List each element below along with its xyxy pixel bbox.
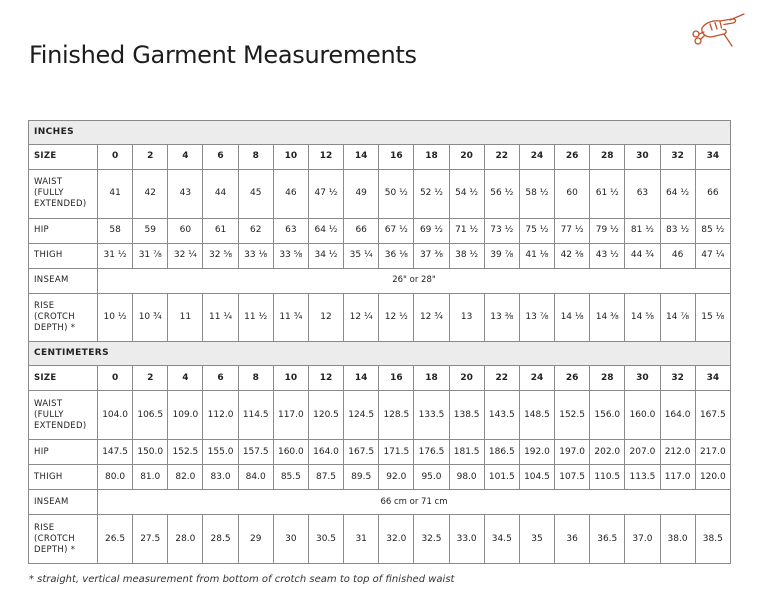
measurement-cell: 114.5 — [238, 391, 273, 440]
measurement-cell: 164.0 — [308, 440, 343, 465]
measurement-cell: 60 — [555, 169, 590, 218]
measurement-cell: 14 ⅞ — [660, 293, 695, 342]
row-label-line: THIGH — [34, 471, 63, 482]
size-cell: 20 — [449, 366, 484, 391]
size-row — [29, 366, 731, 391]
size-cell: 6 — [203, 144, 238, 169]
row-label-line: WAIST — [34, 398, 63, 409]
measurement-cell: 147.5 — [98, 440, 133, 465]
measurement-cell: 46 — [273, 169, 308, 218]
measurement-row — [29, 293, 731, 342]
measurement-cell: 164.0 — [660, 391, 695, 440]
row-label-line: INSEAM — [34, 275, 69, 286]
measurement-cell: 46 — [660, 243, 695, 268]
measurement-cell: 124.5 — [344, 391, 379, 440]
measurement-cell: 104.5 — [519, 465, 554, 490]
row-label-line: EXTENDED) — [34, 420, 87, 431]
measurement-row — [29, 440, 731, 465]
size-cell: 24 — [519, 144, 554, 169]
size-label: SIZE — [29, 366, 98, 391]
footnote: * straight, vertical measurement from bottom of crotch seam to top of finished waist — [29, 574, 455, 585]
measurement-cell: 64 ½ — [308, 218, 343, 243]
measurement-cell: 38.0 — [660, 515, 695, 564]
measurement-cell: 42 — [133, 169, 168, 218]
measurement-cell: 73 ½ — [484, 218, 519, 243]
size-cell: 8 — [238, 366, 273, 391]
measurement-cell: 133.5 — [414, 391, 449, 440]
measurement-cell: 143.5 — [484, 391, 519, 440]
measurement-cell: 60 — [168, 218, 203, 243]
measurement-cell: 101.5 — [484, 465, 519, 490]
size-cell: 12 — [308, 144, 343, 169]
measurement-cell: 152.5 — [555, 391, 590, 440]
measurement-cell: 85 ½ — [695, 218, 730, 243]
measurement-cell: 43 — [168, 169, 203, 218]
measurement-row — [29, 465, 731, 490]
measurement-cell: 167.5 — [695, 391, 730, 440]
measurement-cell: 47 ¼ — [695, 243, 730, 268]
measurement-cell: 32.5 — [414, 515, 449, 564]
size-cell: 6 — [203, 366, 238, 391]
measurement-cell: 58 — [98, 218, 133, 243]
measurement-cell: 11 — [168, 293, 203, 342]
row-label-line: INSEAM — [34, 496, 69, 507]
size-cell: 2 — [133, 144, 168, 169]
measurement-cell: 138.5 — [449, 391, 484, 440]
measurement-cell: 61 — [203, 218, 238, 243]
measurement-cell: 157.5 — [238, 440, 273, 465]
row-label-line: EXTENDED) — [34, 199, 87, 210]
size-cell: 26 — [555, 366, 590, 391]
measurement-cell: 59 — [133, 218, 168, 243]
section-heading-row — [29, 342, 731, 366]
measurement-row — [29, 490, 731, 515]
measurement-cell: 160.0 — [625, 391, 660, 440]
measurement-cell: 83 ½ — [660, 218, 695, 243]
size-cell: 24 — [519, 366, 554, 391]
measurement-cell: 28.5 — [203, 515, 238, 564]
measurement-cell: 207.0 — [625, 440, 660, 465]
measurement-cell: 47 ½ — [308, 169, 343, 218]
measurement-cell: 31 — [344, 515, 379, 564]
measurement-cell: 160.0 — [273, 440, 308, 465]
measurement-cell: 10 ¾ — [133, 293, 168, 342]
measurement-row — [29, 218, 731, 243]
measurement-cell: 33.0 — [449, 515, 484, 564]
measurement-cell: 32 ⅝ — [203, 243, 238, 268]
measurement-cell: 80.0 — [98, 465, 133, 490]
measurement-cell: 44 — [203, 169, 238, 218]
measurement-cell: 34 ½ — [308, 243, 343, 268]
row-label-line: HIP — [34, 446, 49, 457]
measurement-cell: 11 ¾ — [273, 293, 308, 342]
row-label — [29, 268, 98, 293]
row-label-line: THIGH — [34, 250, 63, 261]
measurement-row — [29, 243, 731, 268]
measurement-cell: 34.5 — [484, 515, 519, 564]
measurement-cell: 82.0 — [168, 465, 203, 490]
hand-holding-scissors-icon — [688, 10, 748, 50]
measurement-cell: 109.0 — [168, 391, 203, 440]
measurement-cell: 30.5 — [308, 515, 343, 564]
measurement-cell: 54 ½ — [449, 169, 484, 218]
size-cell: 22 — [484, 366, 519, 391]
measurement-cell: 37 ⅜ — [414, 243, 449, 268]
measurement-cell: 31 ⅞ — [133, 243, 168, 268]
measurement-cell: 11 ½ — [238, 293, 273, 342]
measurement-row — [29, 391, 731, 440]
measurement-cell: 155.0 — [203, 440, 238, 465]
measurement-cell: 38 ½ — [449, 243, 484, 268]
page-title: Finished Garment Measurements — [29, 41, 417, 69]
size-cell: 14 — [344, 366, 379, 391]
measurement-cell: 75 ½ — [519, 218, 554, 243]
measurement-cell: 192.0 — [519, 440, 554, 465]
measurement-cell: 12 ¼ — [344, 293, 379, 342]
row-label-line: (FULLY — [34, 409, 64, 420]
measurement-cell: 128.5 — [379, 391, 414, 440]
measurement-cell: 62 — [238, 218, 273, 243]
size-cell: 2 — [133, 366, 168, 391]
measurement-cell: 113.5 — [625, 465, 660, 490]
measurement-cell: 71 ½ — [449, 218, 484, 243]
measurement-cell: 79 ½ — [590, 218, 625, 243]
size-cell: 10 — [273, 144, 308, 169]
measurement-cell: 13 ⅜ — [484, 293, 519, 342]
measurement-cell: 36.5 — [590, 515, 625, 564]
measurement-cell: 33 ⅝ — [273, 243, 308, 268]
measurement-cell: 107.5 — [555, 465, 590, 490]
measurement-cell: 66 — [344, 218, 379, 243]
size-cell: 16 — [379, 366, 414, 391]
measurement-cell: 41 — [98, 169, 133, 218]
size-cell: 10 — [273, 366, 308, 391]
measurement-cell: 61 ½ — [590, 169, 625, 218]
size-cell: 22 — [484, 144, 519, 169]
row-label-line: (CROTCH — [34, 533, 75, 544]
measurement-cell: 42 ⅜ — [555, 243, 590, 268]
measurement-cell: 85.5 — [273, 465, 308, 490]
measurement-cell: 148.5 — [519, 391, 554, 440]
measurement-cell: 39 ⅞ — [484, 243, 519, 268]
size-cell: 8 — [238, 144, 273, 169]
size-cell: 18 — [414, 366, 449, 391]
size-label: SIZE — [29, 144, 98, 169]
measurement-cell: 31 ½ — [98, 243, 133, 268]
measurement-cell: 152.5 — [168, 440, 203, 465]
measurement-cell: 176.5 — [414, 440, 449, 465]
measurement-cell: 87.5 — [308, 465, 343, 490]
measurement-cell: 36 ⅛ — [379, 243, 414, 268]
measurements-table — [28, 120, 731, 564]
measurement-cell: 117.0 — [660, 465, 695, 490]
measurement-cell: 28.0 — [168, 515, 203, 564]
measurement-cell: 83.0 — [203, 465, 238, 490]
measurement-cell: 13 ⅞ — [519, 293, 554, 342]
inseam-value: 66 cm or 71 cm — [98, 490, 731, 515]
row-label — [29, 515, 98, 564]
size-cell: 0 — [98, 144, 133, 169]
size-cell: 30 — [625, 366, 660, 391]
measurement-cell: 98.0 — [449, 465, 484, 490]
measurement-cell: 58 ½ — [519, 169, 554, 218]
size-cell: 28 — [590, 366, 625, 391]
size-cell: 26 — [555, 144, 590, 169]
measurement-cell: 89.5 — [344, 465, 379, 490]
size-cell: 34 — [695, 366, 730, 391]
measurement-cell: 92.0 — [379, 465, 414, 490]
measurement-cell: 36 — [555, 515, 590, 564]
size-cell: 32 — [660, 366, 695, 391]
measurement-cell: 14 ⅝ — [625, 293, 660, 342]
inseam-value: 26" or 28" — [98, 268, 731, 293]
row-label-line: HIP — [34, 225, 49, 236]
measurement-cell: 37.0 — [625, 515, 660, 564]
measurement-cell: 117.0 — [273, 391, 308, 440]
measurement-cell: 29 — [238, 515, 273, 564]
measurement-cell: 84.0 — [238, 465, 273, 490]
row-label-line: DEPTH) * — [34, 323, 76, 334]
measurement-cell: 217.0 — [695, 440, 730, 465]
row-label — [29, 293, 98, 342]
measurement-cell: 106.5 — [133, 391, 168, 440]
section-heading-row — [29, 121, 731, 145]
measurement-cell: 63 — [273, 218, 308, 243]
measurement-cell: 35 ¼ — [344, 243, 379, 268]
measurement-cell: 12 ½ — [379, 293, 414, 342]
measurement-cell: 167.5 — [344, 440, 379, 465]
row-label-line: RISE — [34, 522, 55, 533]
measurement-cell: 30 — [273, 515, 308, 564]
measurement-cell: 77 ½ — [555, 218, 590, 243]
measurement-cell: 26.5 — [98, 515, 133, 564]
measurement-cell: 171.5 — [379, 440, 414, 465]
measurement-cell: 112.0 — [203, 391, 238, 440]
row-label-line: RISE — [34, 301, 55, 312]
measurement-cell: 104.0 — [98, 391, 133, 440]
measurement-cell: 27.5 — [133, 515, 168, 564]
measurement-cell: 13 — [449, 293, 484, 342]
size-cell: 30 — [625, 144, 660, 169]
row-label — [29, 218, 98, 243]
measurement-cell: 212.0 — [660, 440, 695, 465]
row-label — [29, 169, 98, 218]
measurement-cell: 50 ½ — [379, 169, 414, 218]
row-label — [29, 440, 98, 465]
measurement-cell: 32.0 — [379, 515, 414, 564]
row-label-line: DEPTH) * — [34, 544, 76, 555]
size-row — [29, 144, 731, 169]
measurement-cell: 67 ½ — [379, 218, 414, 243]
measurement-cell: 41 ⅛ — [519, 243, 554, 268]
size-cell: 16 — [379, 144, 414, 169]
measurement-cell: 14 ⅛ — [555, 293, 590, 342]
measurement-cell: 81.0 — [133, 465, 168, 490]
size-cell: 28 — [590, 144, 625, 169]
measurement-cell: 56 ½ — [484, 169, 519, 218]
measurement-row — [29, 515, 731, 564]
section-heading: INCHES — [29, 121, 731, 145]
measurement-cell: 35 — [519, 515, 554, 564]
row-label — [29, 391, 98, 440]
measurement-cell: 197.0 — [555, 440, 590, 465]
row-label-line: (FULLY — [34, 188, 64, 199]
measurement-cell: 12 — [308, 293, 343, 342]
size-cell: 20 — [449, 144, 484, 169]
measurement-cell: 95.0 — [414, 465, 449, 490]
measurement-cell: 120.5 — [308, 391, 343, 440]
measurement-cell: 186.5 — [484, 440, 519, 465]
row-label — [29, 490, 98, 515]
size-cell: 0 — [98, 366, 133, 391]
measurement-cell: 44 ¾ — [625, 243, 660, 268]
measurement-cell: 120.0 — [695, 465, 730, 490]
measurement-cell: 43 ½ — [590, 243, 625, 268]
section-heading: CENTIMETERS — [29, 342, 731, 366]
size-cell: 18 — [414, 144, 449, 169]
measurement-cell: 156.0 — [590, 391, 625, 440]
size-cell: 4 — [168, 366, 203, 391]
measurement-row — [29, 169, 731, 218]
measurement-cell: 64 ½ — [660, 169, 695, 218]
measurement-cell: 110.5 — [590, 465, 625, 490]
measurement-cell: 12 ¾ — [414, 293, 449, 342]
measurement-cell: 11 ¼ — [203, 293, 238, 342]
size-cell: 34 — [695, 144, 730, 169]
row-label — [29, 465, 98, 490]
measurement-cell: 202.0 — [590, 440, 625, 465]
measurement-cell: 66 — [695, 169, 730, 218]
size-cell: 32 — [660, 144, 695, 169]
measurement-cell: 81 ½ — [625, 218, 660, 243]
row-label — [29, 243, 98, 268]
size-cell: 12 — [308, 366, 343, 391]
measurement-cell: 181.5 — [449, 440, 484, 465]
size-cell: 4 — [168, 144, 203, 169]
measurement-cell: 38.5 — [695, 515, 730, 564]
size-cell: 14 — [344, 144, 379, 169]
measurement-cell: 69 ½ — [414, 218, 449, 243]
measurement-cell: 10 ½ — [98, 293, 133, 342]
measurement-cell: 14 ⅜ — [590, 293, 625, 342]
row-label-line: (CROTCH — [34, 312, 75, 323]
measurement-cell: 32 ¼ — [168, 243, 203, 268]
measurement-cell: 15 ⅛ — [695, 293, 730, 342]
measurement-cell: 33 ⅛ — [238, 243, 273, 268]
measurement-cell: 150.0 — [133, 440, 168, 465]
measurement-cell: 52 ½ — [414, 169, 449, 218]
measurement-cell: 63 — [625, 169, 660, 218]
measurement-cell: 49 — [344, 169, 379, 218]
row-label-line: WAIST — [34, 177, 63, 188]
measurement-row — [29, 268, 731, 293]
measurement-cell: 45 — [238, 169, 273, 218]
